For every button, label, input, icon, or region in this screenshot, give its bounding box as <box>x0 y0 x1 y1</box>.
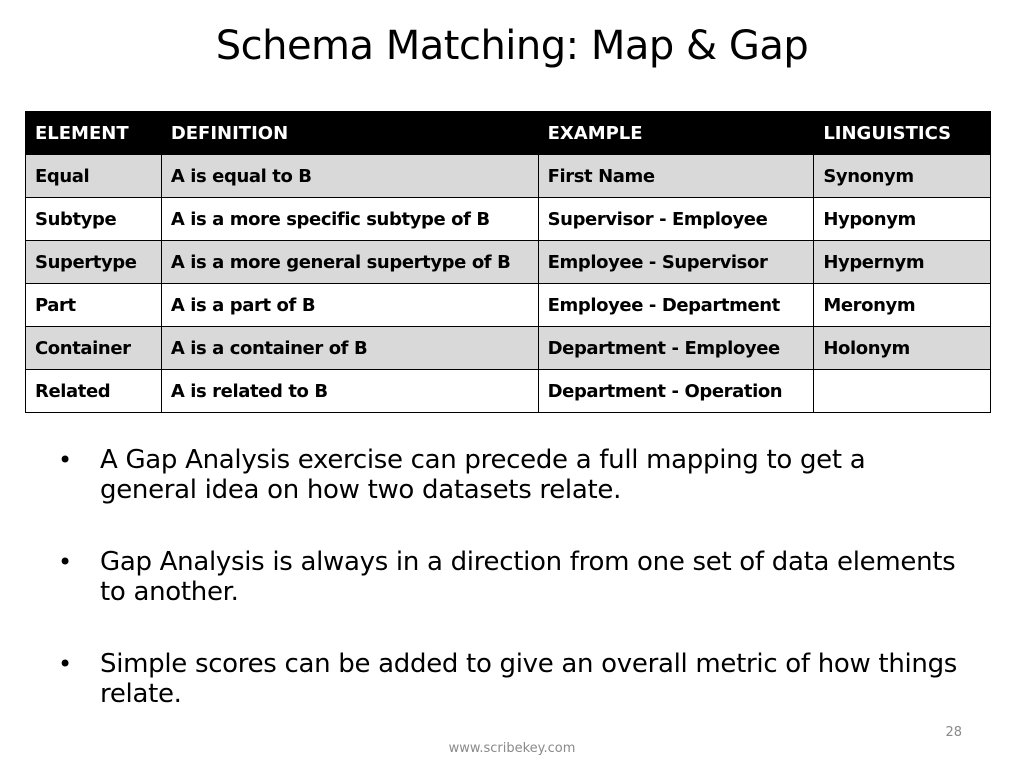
cell-element: Equal <box>26 155 162 198</box>
cell-example: Department - Operation <box>538 370 814 413</box>
cell-definition: A is equal to B <box>161 155 538 198</box>
slide-title: Schema Matching: Map & Gap <box>215 23 809 69</box>
bullet-dot-icon: • <box>58 650 72 678</box>
header-definition: DEFINITION <box>161 112 538 155</box>
cell-definition: A is a container of B <box>161 327 538 370</box>
table-row <box>26 370 991 413</box>
bullet-item <box>58 547 958 607</box>
header-element: ELEMENT <box>26 112 162 155</box>
bullet-text: A Gap Analysis exercise can precede a full mapping to get a general idea on how two datasets relate. <box>100 445 866 505</box>
footer-url: www.scribekey.com <box>448 741 576 756</box>
cell-linguistics: Synonym <box>814 155 991 198</box>
cell-example: Department - Employee <box>538 327 814 370</box>
table-header-row <box>26 112 991 155</box>
cell-linguistics <box>814 370 991 413</box>
cell-linguistics: Hyponym <box>814 198 991 241</box>
cell-definition: A is related to B <box>161 370 538 413</box>
cell-element: Supertype <box>26 241 162 284</box>
cell-definition: A is a part of B <box>161 284 538 327</box>
cell-element: Related <box>26 370 162 413</box>
cell-definition: A is a more general supertype of B <box>161 241 538 284</box>
bullet-text: Simple scores can be added to give an overall metric of how things relate. <box>100 649 958 709</box>
bullet-text: Gap Analysis is always in a direction from one set of data elements to another. <box>100 547 956 607</box>
page-number: 28 <box>945 725 962 740</box>
cell-example: Employee - Department <box>538 284 814 327</box>
cell-linguistics: Meronym <box>814 284 991 327</box>
table-row <box>26 284 991 327</box>
cell-element: Subtype <box>26 198 162 241</box>
cell-linguistics: Holonym <box>814 327 991 370</box>
table-row <box>26 327 991 370</box>
cell-definition: A is a more specific subtype of B <box>161 198 538 241</box>
bullet-item <box>58 445 958 505</box>
table-row <box>26 155 991 198</box>
bullet-list <box>58 445 958 751</box>
bullet-item <box>58 649 958 709</box>
bullet-dot-icon: • <box>58 548 72 576</box>
schema-matching-table <box>25 111 991 413</box>
header-example: EXAMPLE <box>538 112 814 155</box>
bullet-dot-icon: • <box>58 446 72 474</box>
cell-example: First Name <box>538 155 814 198</box>
cell-example: Supervisor - Employee <box>538 198 814 241</box>
table-row <box>26 241 991 284</box>
cell-example: Employee - Supervisor <box>538 241 814 284</box>
cell-linguistics: Hypernym <box>814 241 991 284</box>
table-row <box>26 198 991 241</box>
cell-element: Container <box>26 327 162 370</box>
cell-element: Part <box>26 284 162 327</box>
header-linguistics: LINGUISTICS <box>814 112 991 155</box>
